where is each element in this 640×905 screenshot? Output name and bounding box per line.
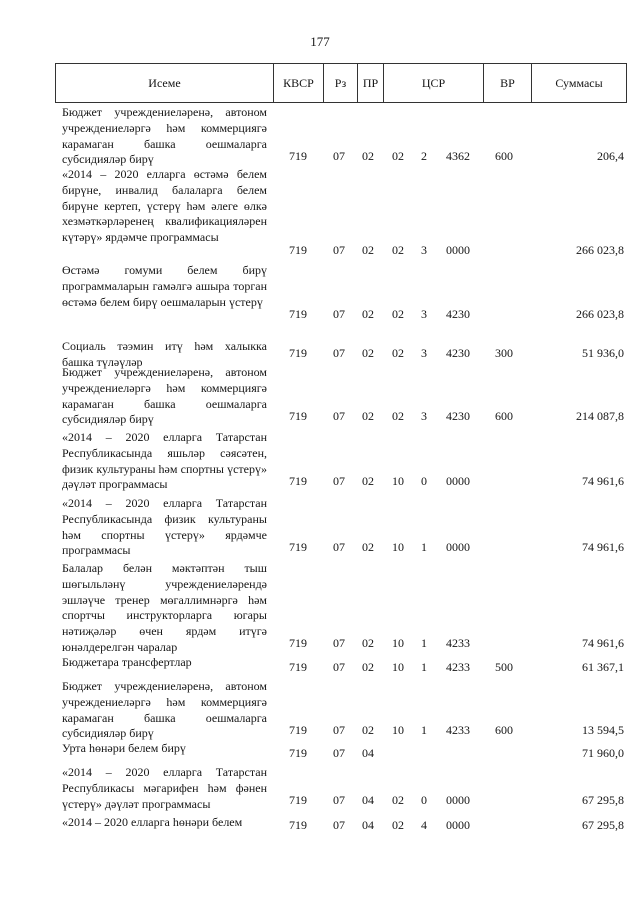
csr-part2-cell: 3 xyxy=(421,243,427,257)
sum-cell: 71 960,0 xyxy=(582,746,624,760)
sum-cell: 206,4 xyxy=(597,149,624,163)
csr-part1-cell: 02 xyxy=(392,307,404,321)
rz-cell: 07 xyxy=(333,409,345,423)
vr-cell: 500 xyxy=(495,660,513,674)
csr-part1-cell: 02 xyxy=(392,243,404,257)
csr-part1-cell: 10 xyxy=(392,540,404,554)
sum-cell: 13 594,5 xyxy=(582,723,624,737)
sum-cell: 266 023,8 xyxy=(576,307,624,321)
header-rz: Рз xyxy=(323,64,357,102)
table-header xyxy=(55,63,627,103)
rz-cell: 07 xyxy=(333,793,345,807)
rz-cell: 07 xyxy=(333,660,345,674)
row-name: «2014 – 2020 елларга Татарстан Республикасы мәгарифен һәм фәнен үстерү» дәүләт программасы xyxy=(62,765,267,811)
pr-cell: 02 xyxy=(362,243,374,257)
kvsr-cell: 719 xyxy=(289,474,307,488)
csr-part1-cell: 02 xyxy=(392,818,404,832)
csr-part2-cell: 2 xyxy=(421,149,427,163)
csr-part1-cell: 10 xyxy=(392,636,404,650)
row-name: «2014 – 2020 елларга һөнәри белем xyxy=(62,815,243,829)
csr-part1-cell: 02 xyxy=(392,409,404,423)
row-name: «2014 – 2020 елларга өстәмә белем бирүне, инвалид балаларга белем бирүне кертеп, үстерү һәм әлеге өлкә хезмәткәрләренең квалификацияләрен күтәрү» ярдәмче программасы xyxy=(62,167,267,245)
sum-cell: 74 961,6 xyxy=(582,540,624,554)
table-row xyxy=(0,167,640,258)
csr-part3-cell: 4233 xyxy=(446,636,470,650)
vr-cell: 600 xyxy=(495,409,513,423)
header-sum: Суммасы xyxy=(531,64,626,102)
header-vr: ВР xyxy=(483,64,531,102)
vr-cell: 600 xyxy=(495,149,513,163)
csr-part1-cell: 02 xyxy=(392,346,404,360)
table-row xyxy=(0,561,640,654)
sum-cell: 61 367,1 xyxy=(582,660,624,674)
sum-cell: 214 087,8 xyxy=(576,409,624,423)
kvsr-cell: 719 xyxy=(289,793,307,807)
kvsr-cell: 719 xyxy=(289,149,307,163)
pr-cell: 02 xyxy=(362,474,374,488)
header-kvsr: КВСР xyxy=(273,64,323,102)
pr-cell: 02 xyxy=(362,409,374,423)
pr-cell: 04 xyxy=(362,793,374,807)
csr-part3-cell: 0000 xyxy=(446,243,470,257)
sum-cell: 51 936,0 xyxy=(582,346,624,360)
pr-cell: 02 xyxy=(362,660,374,674)
csr-part2-cell: 1 xyxy=(421,636,427,650)
csr-part1-cell: 10 xyxy=(392,660,404,674)
pr-cell: 04 xyxy=(362,818,374,832)
kvsr-cell: 719 xyxy=(289,307,307,321)
sum-cell: 67 295,8 xyxy=(582,818,624,832)
pr-cell: 02 xyxy=(362,149,374,163)
row-name: Бюджет учреждениеләренә, автоном учреждениеләргә һәм коммерциягә карамаган башка оешмаларга субсидияләр бирү xyxy=(62,365,267,427)
rz-cell: 07 xyxy=(333,540,345,554)
header-name: Исеме xyxy=(148,76,181,90)
pr-cell: 02 xyxy=(362,636,374,650)
csr-part3-cell: 0000 xyxy=(446,793,470,807)
csr-part3-cell: 4233 xyxy=(446,660,470,674)
rz-cell: 07 xyxy=(333,474,345,488)
csr-part3-cell: 4230 xyxy=(446,409,470,423)
rz-cell: 07 xyxy=(333,346,345,360)
table-row xyxy=(0,263,640,322)
pr-cell: 02 xyxy=(362,346,374,360)
pr-cell: 02 xyxy=(362,723,374,737)
header-csr: ЦСР xyxy=(383,64,483,102)
pr-cell: 02 xyxy=(362,540,374,554)
row-name: Балалар белән мәктәптән тыш шөгыльләнү учреждениеләрендә эшләүче тренер мөгаллимнәргә һәм спортчы инструкторларга югары нәтиҗәләр өчен ярдәм итүгә юнәлдерелгән чаралар xyxy=(62,561,267,654)
rz-cell: 07 xyxy=(333,307,345,321)
row-name: Бюджетара трансфертлар xyxy=(62,655,192,669)
csr-part2-cell: 1 xyxy=(421,660,427,674)
rz-cell: 07 xyxy=(333,746,345,760)
rz-cell: 07 xyxy=(333,149,345,163)
csr-part1-cell: 02 xyxy=(392,149,404,163)
row-name: Социаль тәэмин итү һәм халыкка башка түләүләр xyxy=(62,339,267,369)
row-name: Бюджет учреждениеләренә, автоном учреждениеләргә һәм коммерциягә карамаган башка оешмаларга субсидияләр бирү xyxy=(62,105,267,167)
sum-cell: 74 961,6 xyxy=(582,474,624,488)
kvsr-cell: 719 xyxy=(289,660,307,674)
table-row xyxy=(0,365,640,427)
table-row xyxy=(0,679,640,741)
rz-cell: 07 xyxy=(333,636,345,650)
kvsr-cell: 719 xyxy=(289,346,307,360)
csr-part2-cell: 4 xyxy=(421,818,427,832)
table-row xyxy=(0,496,640,558)
csr-part3-cell: 0000 xyxy=(446,818,470,832)
row-name: Урта һөнәри белем бирү xyxy=(62,741,186,755)
csr-part2-cell: 1 xyxy=(421,540,427,554)
csr-part1-cell: 02 xyxy=(392,793,404,807)
csr-part3-cell: 4362 xyxy=(446,149,470,163)
sum-cell: 67 295,8 xyxy=(582,793,624,807)
table-row xyxy=(0,430,640,492)
sum-cell: 74 961,6 xyxy=(582,636,624,650)
csr-part3-cell: 4230 xyxy=(446,346,470,360)
csr-part3-cell: 4233 xyxy=(446,723,470,737)
rz-cell: 07 xyxy=(333,243,345,257)
header-pr: ПР xyxy=(357,64,383,102)
csr-part2-cell: 0 xyxy=(421,793,427,807)
vr-cell: 300 xyxy=(495,346,513,360)
table-row xyxy=(0,815,640,833)
pr-cell: 02 xyxy=(362,307,374,321)
row-name: Бюджет учреждениеләренә, автоном учреждениеләргә һәм коммерциягә карамаган башка оешмаларга субсидияләр бирү xyxy=(62,679,267,741)
csr-part2-cell: 3 xyxy=(421,346,427,360)
vr-cell: 600 xyxy=(495,723,513,737)
rz-cell: 07 xyxy=(333,723,345,737)
sum-cell: 266 023,8 xyxy=(576,243,624,257)
kvsr-cell: 719 xyxy=(289,723,307,737)
kvsr-cell: 719 xyxy=(289,540,307,554)
kvsr-cell: 719 xyxy=(289,746,307,760)
csr-part2-cell: 3 xyxy=(421,409,427,423)
row-name: «2014 – 2020 елларга Татарстан Республикасында физик культураны һәм спортны үстерү» ярдәмче программасы xyxy=(62,496,267,558)
table-row xyxy=(0,765,640,811)
kvsr-cell: 719 xyxy=(289,818,307,832)
csr-part3-cell: 0000 xyxy=(446,474,470,488)
csr-part2-cell: 3 xyxy=(421,307,427,321)
table-row xyxy=(0,741,640,761)
kvsr-cell: 719 xyxy=(289,243,307,257)
csr-part2-cell: 1 xyxy=(421,723,427,737)
csr-part2-cell: 0 xyxy=(421,474,427,488)
csr-part1-cell: 10 xyxy=(392,474,404,488)
kvsr-cell: 719 xyxy=(289,409,307,423)
csr-part1-cell: 10 xyxy=(392,723,404,737)
row-name: Өстәмә гомуми белем бирү программаларын гамәлгә ашыра торган өстәмә белем бирү оешмаларын үстерү xyxy=(62,263,267,309)
table-row xyxy=(0,339,640,369)
kvsr-cell: 719 xyxy=(289,636,307,650)
rz-cell: 07 xyxy=(333,818,345,832)
csr-part3-cell: 0000 xyxy=(446,540,470,554)
page-number: 177 xyxy=(310,34,330,49)
table-row xyxy=(0,105,640,167)
pr-cell: 04 xyxy=(362,746,374,760)
table-row xyxy=(0,655,640,675)
row-name: «2014 – 2020 елларга Татарстан Республикасында яшьләр сәясәтен, физик культураны һәм спортны үстерү» дәүләт программасы xyxy=(62,430,267,492)
csr-part3-cell: 4230 xyxy=(446,307,470,321)
